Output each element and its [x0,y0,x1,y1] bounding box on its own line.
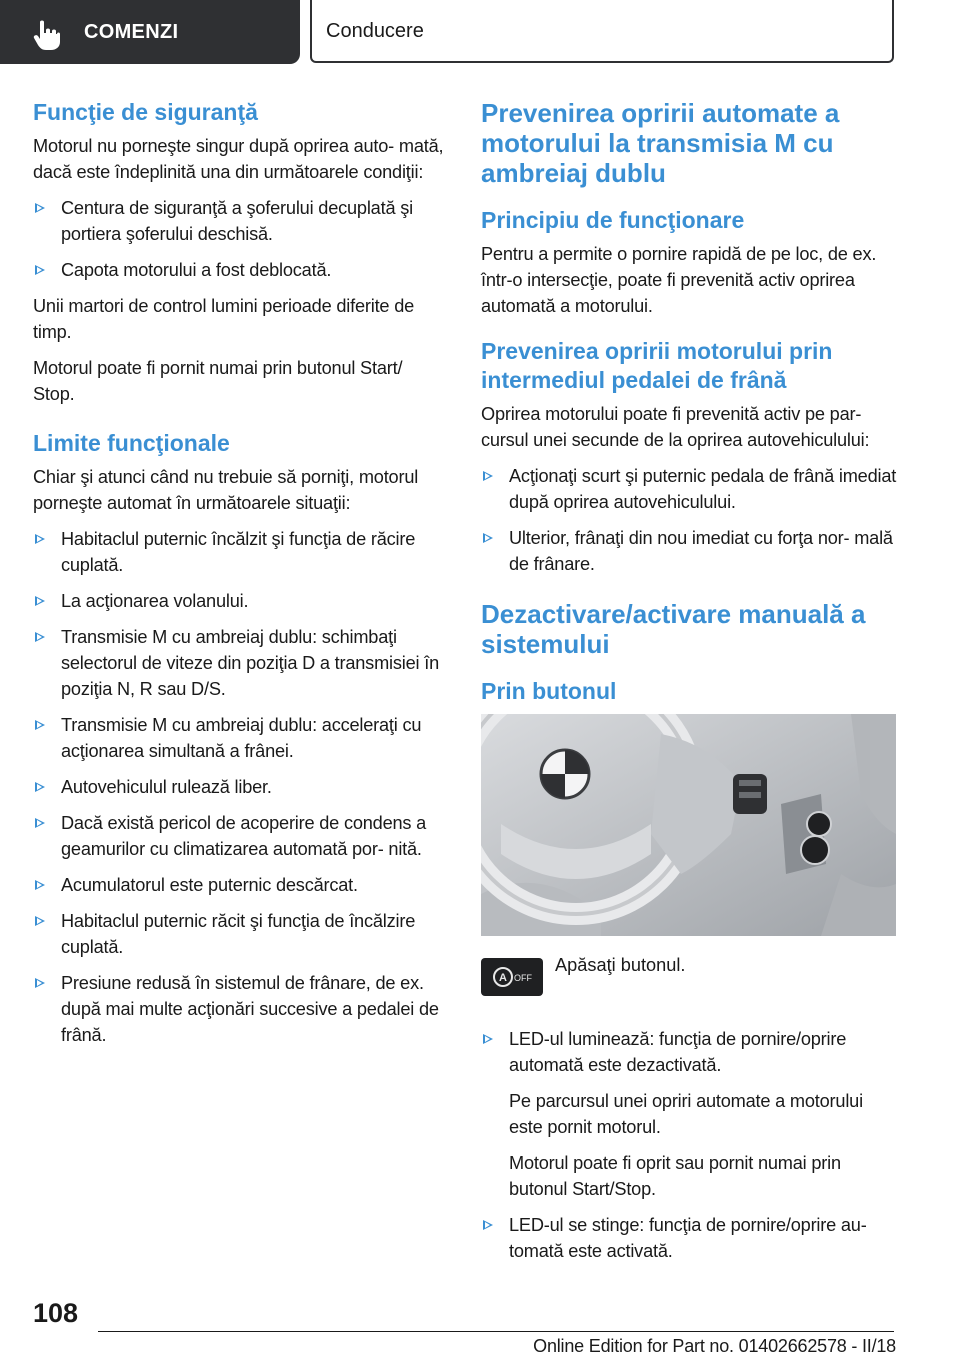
list-item: Transmisie M cu ambreiaj dublu: schimbaţi selectorul de viteze din poziţia D a transmisiei în poziţia N, R sau D/S. [33,624,448,702]
pedal-heading: Prevenirea opririi motorului prin intermediul pedalei de frână [481,338,833,393]
section-label: Conducere [326,20,424,42]
list-item: LED‐ul luminează: funcţia de pornire/oprire automată este dezactivată. [481,1026,897,1078]
triangle-bullet-icon [35,916,45,926]
pedal-list [481,463,897,577]
list-item: Acţionaţi scurt şi puternic pedala de frână imediat după oprirea autovehiculului. [481,463,897,515]
led-list [481,1026,897,1264]
triangle-bullet-icon [483,1034,493,1044]
list-item: Habitaclul puternic răcit şi funcţia de încălzire cuplată. [33,908,448,960]
triangle-bullet-icon [35,782,45,792]
triangle-bullet-icon [35,534,45,544]
triangle-bullet-icon [483,471,493,481]
safety-heading: Funcţie de siguranţă [33,99,258,125]
auto-start-stop-off-button-icon [481,958,543,996]
list-item: La acţionarea volanului. [33,588,448,614]
pointing-hand-icon [30,18,64,52]
triangle-bullet-icon [35,720,45,730]
list-item: Capota motorului a fost deblocată. [33,257,448,283]
pedal-text: Oprirea motorului poate fi prevenită activ pe par‐ cursul unei secunde de la oprirea autovehiculului: [481,404,870,450]
section-box [310,0,894,63]
page-header [0,0,960,66]
press-button-text: Apăsaţi butonul. [555,955,686,975]
triangle-bullet-icon [35,978,45,988]
button-heading: Prin butonul [481,678,617,704]
list-item: Dacă există pericol de acoperire de condens a geamurilor cu climatizarea automată por‐ nită. [33,810,448,862]
led-on-detail-2: Motorul poate fi oprit sau pornit numai prin butonul Start/Stop. [509,1153,841,1199]
list-item: Centura de siguranţă a şoferului decuplată şi portiera şoferului deschisă. [33,195,448,247]
triangle-bullet-icon [483,533,493,543]
right-column [481,98,897,1274]
manual-heading: Dezactivare/activare manuală a sistemului [481,599,866,659]
list-item: Transmisie M cu ambreiaj dublu: acceleraţi cu acţionarea simultană a frânei. [33,712,448,764]
page-number: 108 [33,1298,79,1328]
triangle-bullet-icon [35,265,45,275]
safety-note-2: Motorul poate fi pornit numai prin butonul Start/ Stop. [33,358,403,404]
list-item: Acumulatorul este puternic descărcat. [33,872,448,898]
triangle-bullet-icon [35,203,45,213]
list-item: Ulterior, frânaţi din nou imediat cu forţa nor‐ mală de frânare. [481,525,897,577]
triangle-bullet-icon [35,596,45,606]
steering-wheel-illustration [481,714,896,936]
triangle-bullet-icon [35,880,45,890]
auto-start-stop-icon [481,958,543,996]
safety-list [33,195,448,283]
triangle-bullet-icon [483,1220,493,1230]
triangle-bullet-icon [35,632,45,642]
list-item: Presiune redusă în sistemul de frânare, de ex. după mai multe acţionări succesive a pedalei de frână. [33,970,448,1048]
safety-intro: Motorul nu porneşte singur după oprirea auto‐ mată, dacă este îndeplinită una din următoarele condiţii: [33,136,444,182]
chapter-label: COMENZI [84,21,179,43]
limits-intro: Chiar şi atunci când nu trebuie să porniţi, motorul porneşte automat în următoarele situaţii: [33,467,419,513]
svg-text:OFF: OFF [514,973,532,983]
footer-edition: Online Edition for Part no. 01402662578 - II/18 [533,1336,896,1356]
footer-divider [98,1331,894,1332]
svg-text:A: A [499,972,507,984]
safety-note-1: Unii martori de control lumini perioade diferite de timp. [33,296,415,342]
principle-text: Pentru a permite o pornire rapidă de pe loc, de ex. într‐o intersecţie, poate fi prevenită activ oprirea automată a motorului. [481,244,877,316]
main-heading: Prevenirea opririi automate a motorului la transmisia M cu ambreiaj dublu [481,98,840,188]
left-column [33,98,448,1058]
triangle-bullet-icon [35,818,45,828]
chapter-tab [0,0,300,64]
list-item: LED‐ul se stinge: funcţia de pornire/oprire au‐ tomată este activată. [481,1212,897,1264]
press-button-row [481,952,897,1008]
list-item: Habitaclul puternic încălzit şi funcţia de răcire cuplată. [33,526,448,578]
limits-heading: Limite funcţionale [33,430,230,456]
principle-heading: Principiu de funcţionare [481,207,745,233]
led-on-detail-1: Pe parcursul unei opriri automate a motorului este pornit motorul. [509,1091,863,1137]
limits-list [33,526,448,1048]
list-item: Autovehiculul rulează liber. [33,774,448,800]
